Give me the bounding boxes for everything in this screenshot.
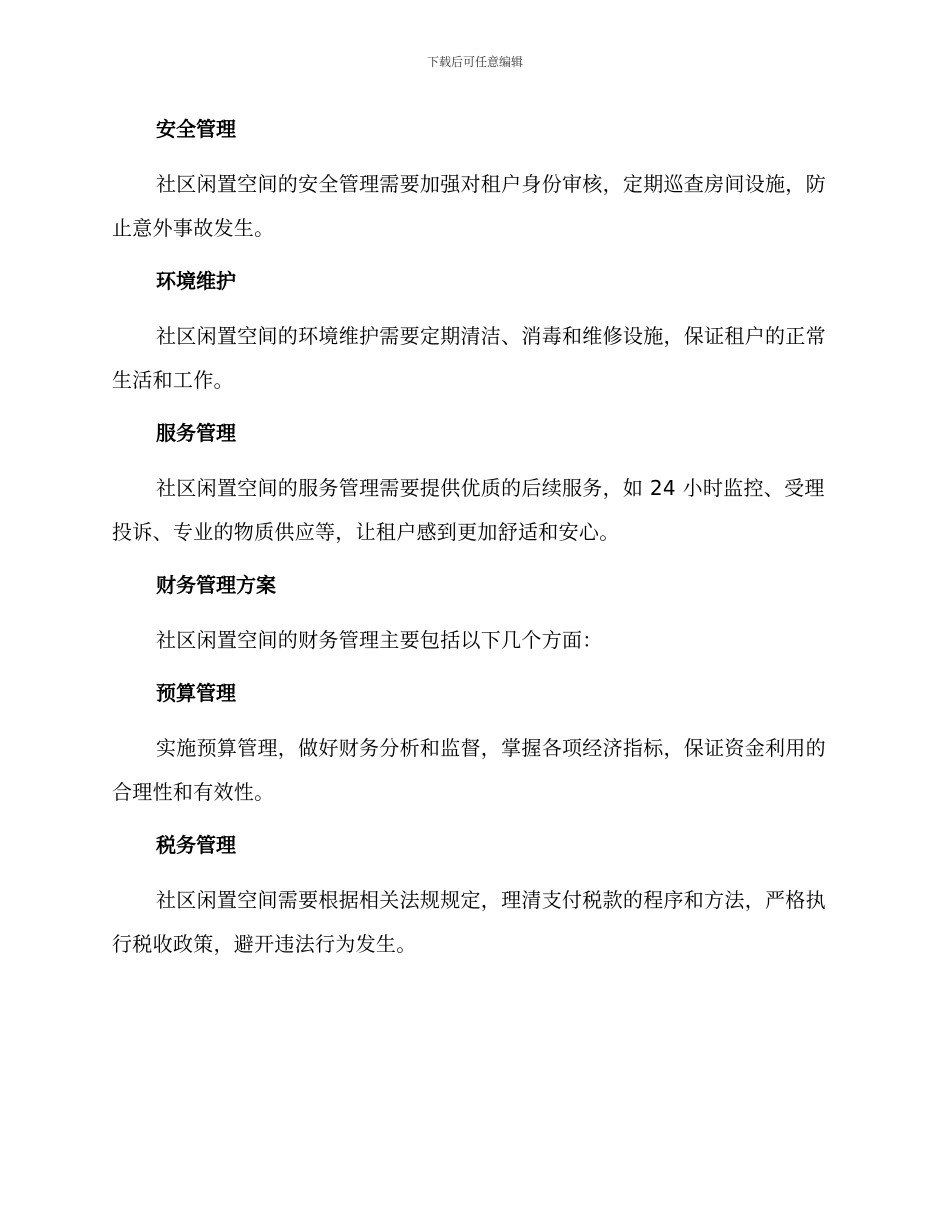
document-body	[112, 112, 832, 980]
section-paragraph-safety: 社区闲置空间的安全管理需要加强对租户身份审核，定期巡查房间设施，防止意外事故发生。	[112, 172, 826, 240]
section-paragraph-finance-plan: 社区闲置空间的财务管理主要包括以下几个方面：	[156, 628, 603, 652]
section-paragraph-environment: 社区闲置空间的环境维护需要定期清洁、消毒和维修设施，保证租户的正常生活和工作。	[112, 324, 826, 392]
section-heading-finance-plan: 财务管理方案	[156, 573, 276, 597]
section-heading-service: 服务管理	[156, 421, 236, 445]
section-paragraph-tax: 社区闲置空间需要根据相关法规规定，理清支付税款的程序和方法，严格执行税收政策，避开违法行为发生。	[112, 888, 826, 956]
section-heading-safety: 安全管理	[156, 117, 236, 141]
section-paragraph-service: 社区闲置空间的服务管理需要提供优质的后续服务，如 24 小时监控、受理投诉、专业的物质供应等，让租户感到更加舒适和安心。	[112, 476, 825, 544]
header-note: 下载后可任意编辑	[426, 55, 523, 69]
section-heading-environment: 环境维护	[156, 269, 236, 293]
section-heading-tax: 税务管理	[156, 833, 236, 857]
section-paragraph-budget: 实施预算管理，做好财务分析和监督，掌握各项经济指标，保证资金利用的合理性和有效性。	[112, 736, 826, 804]
section-heading-budget: 预算管理	[156, 681, 236, 705]
